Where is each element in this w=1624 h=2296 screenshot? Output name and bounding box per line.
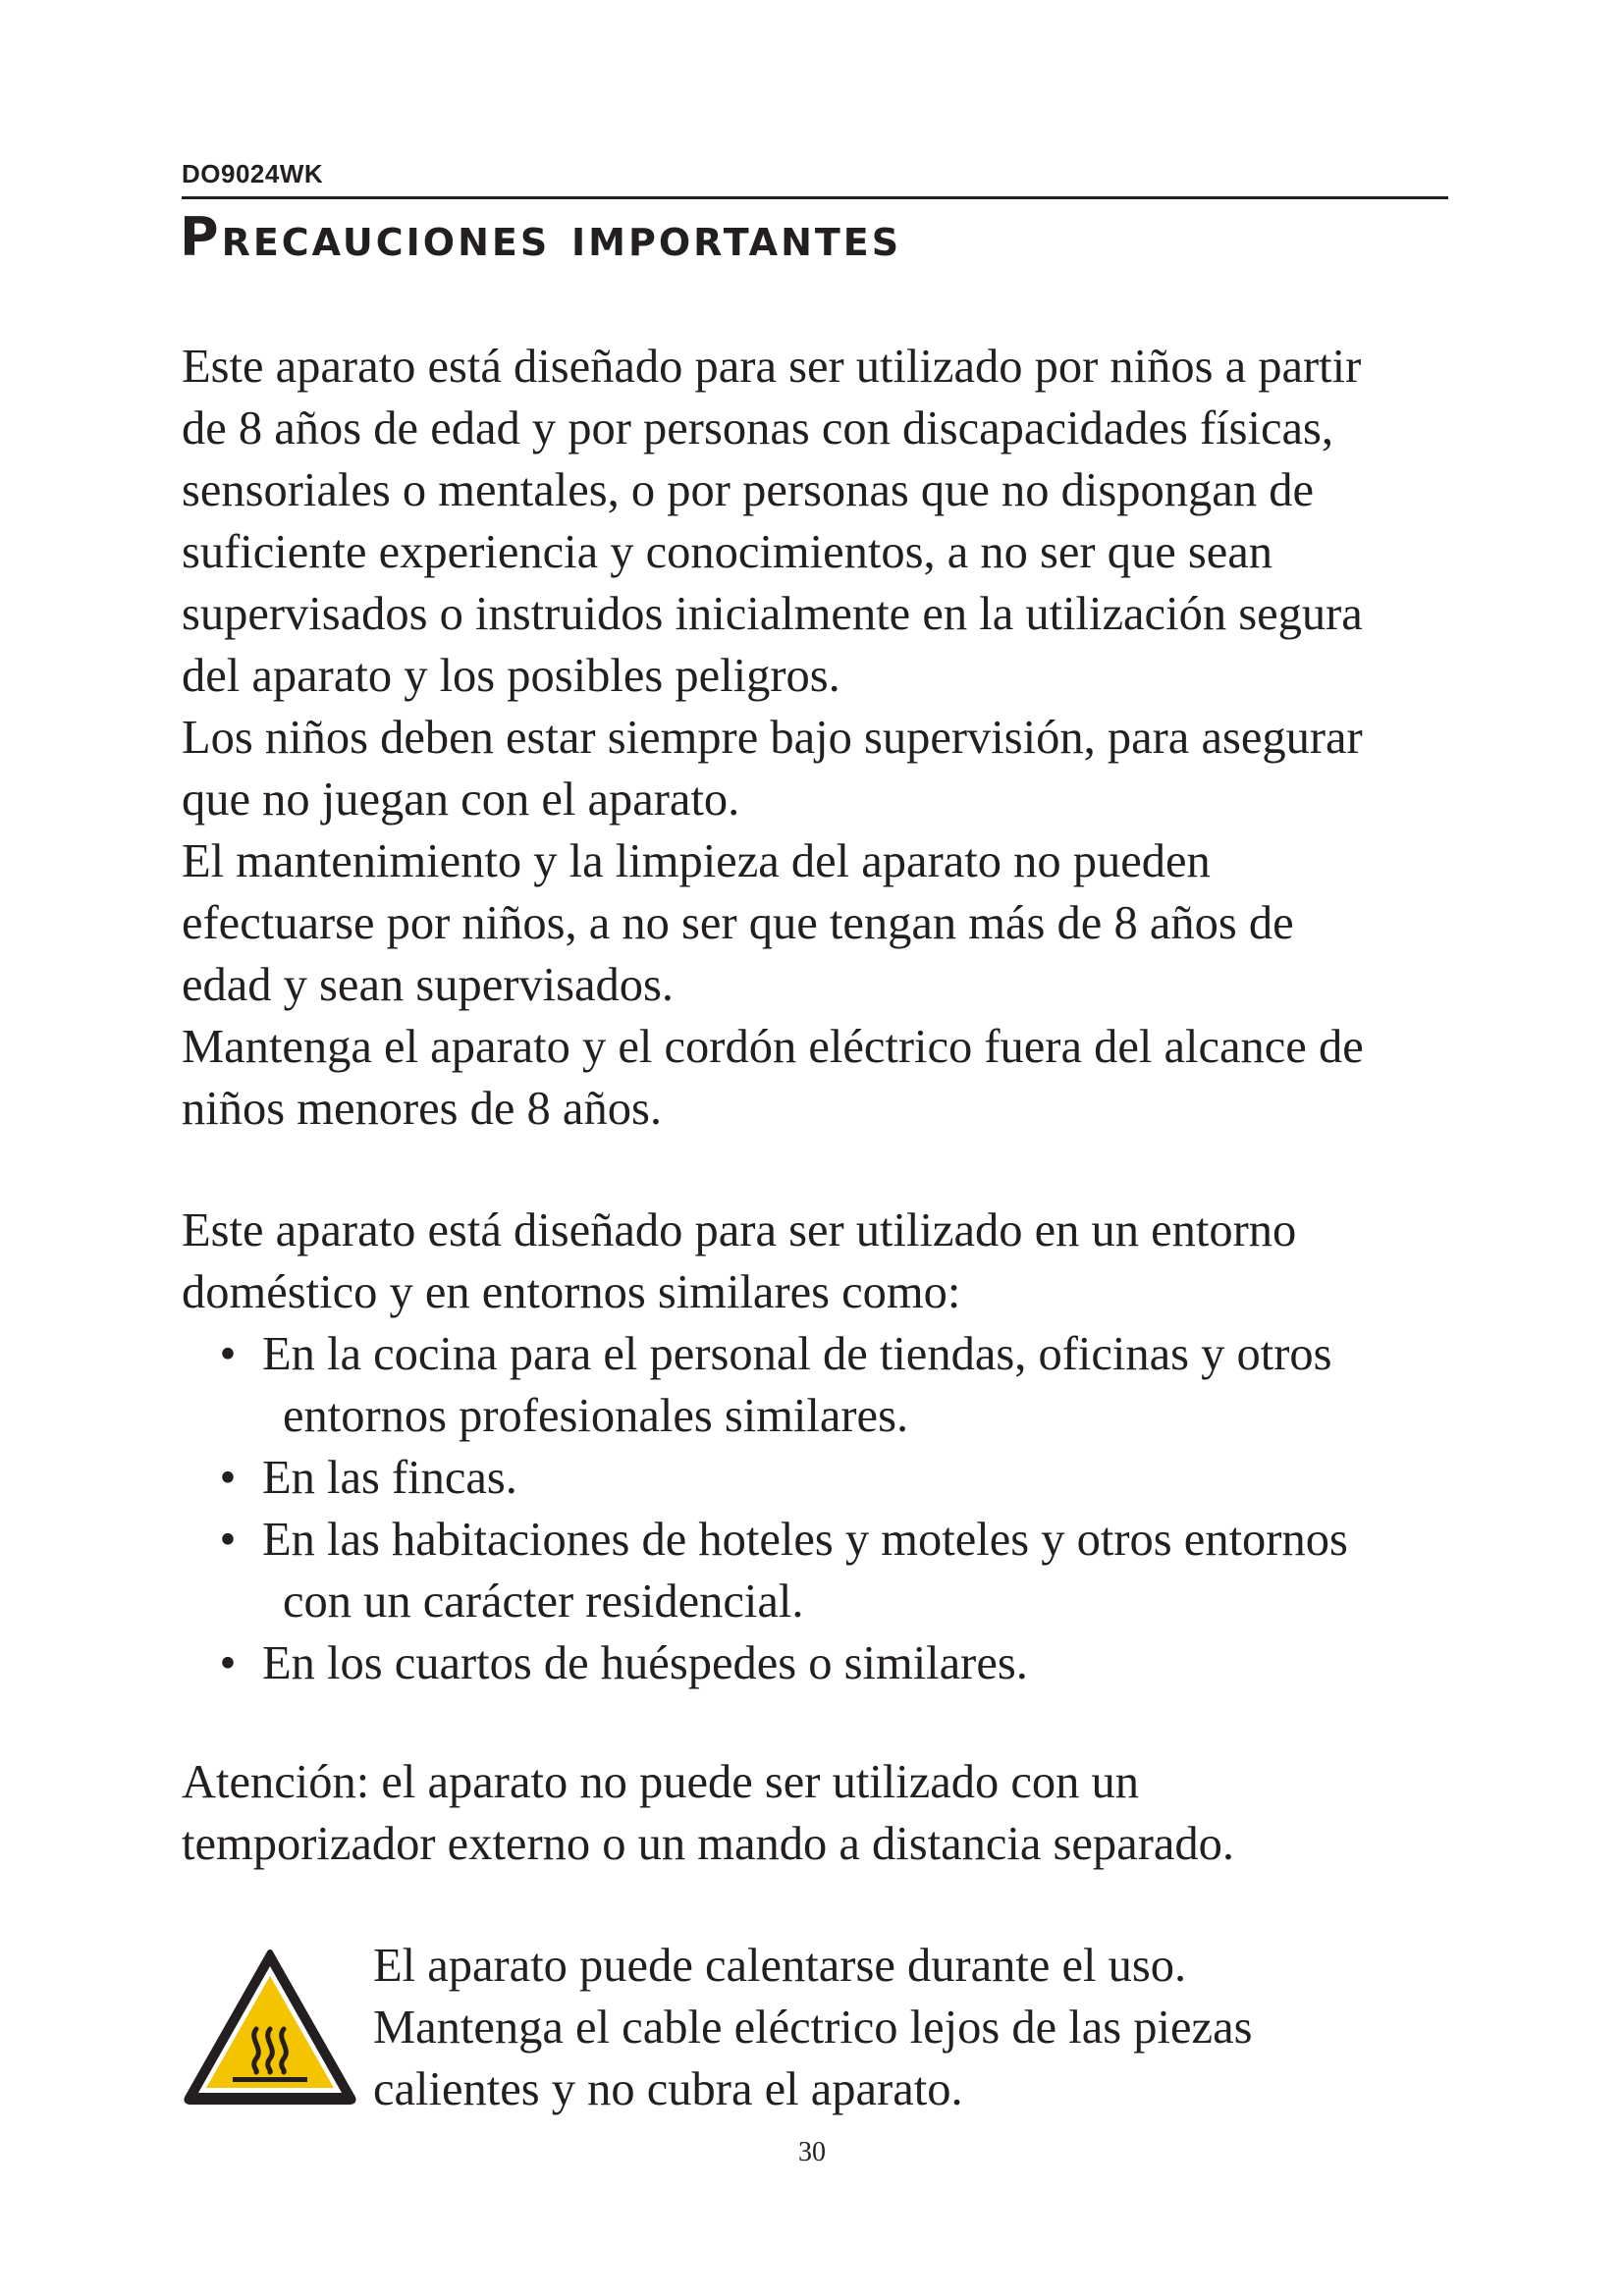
list-item-text: En las fincas.	[262, 1452, 517, 1504]
list-item	[182, 1509, 1458, 1632]
children-safety-paragraph	[182, 336, 1458, 1140]
text-line: niños menores de 8 años.	[182, 1083, 662, 1135]
text-line: supervisados o instruidos inicialmente en la utilización segura	[182, 588, 1363, 640]
text-line: de 8 años de edad y por personas con discapacidades físicas,	[182, 402, 1334, 454]
model-code: DO9024WK	[182, 159, 324, 188]
intended-use-list	[182, 1323, 1458, 1694]
text-line: Este aparato está diseñado para ser utilizado por niños a partir	[182, 341, 1362, 393]
hot-surface-warning-icon	[182, 1947, 358, 2108]
text-line: El aparato puede calentarse durante el uso.	[373, 1940, 1187, 1992]
list-item-text: En las habitaciones de hoteles y moteles y otros entornos	[262, 1514, 1348, 1566]
text-line: El mantenimiento y la limpieza del aparato no pueden	[182, 835, 1211, 887]
timer-warning-paragraph	[182, 1751, 1458, 1875]
list-item	[182, 1632, 1458, 1694]
text-line: doméstico y en entornos similares como:	[182, 1266, 961, 1318]
list-item-text: con un carácter residencial.	[283, 1575, 804, 1628]
bullet-icon: •	[219, 1514, 237, 1566]
text-line: sensoriales o mentales, o por personas que no dispongan de	[182, 464, 1314, 516]
hot-surface-warning-text	[373, 1935, 1453, 2120]
text-line: que no juegan con el aparato.	[182, 774, 740, 826]
list-item-text: entornos profesionales similares.	[283, 1390, 909, 1442]
text-line: del aparato y los posibles peligros.	[182, 650, 840, 702]
bullet-icon: •	[219, 1637, 237, 1689]
text-line: Mantenga el cable eléctrico lejos de las piezas	[373, 2002, 1253, 2054]
text-line: suficiente experiencia y conocimientos, a no ser que sean	[182, 526, 1273, 578]
list-item-text: En la cocina para el personal de tiendas, oficinas y otros	[262, 1328, 1332, 1380]
list-item	[182, 1323, 1458, 1447]
list-item-text: En los cuartos de huéspedes o similares.	[262, 1637, 1028, 1689]
text-line: Este aparato está diseñado para ser utilizado en un entorno	[182, 1204, 1297, 1256]
text-line: Mantenga el aparato y el cordón eléctrico fuera del alcance de	[182, 1021, 1364, 1073]
text-line: edad y sean supervisados.	[182, 959, 675, 1011]
header-rule	[182, 196, 1448, 199]
bullet-icon: •	[219, 1328, 237, 1380]
text-line: temporizador externo o un mando a distancia separado.	[182, 1818, 1234, 1870]
text-line: calientes y no cubra el aparato.	[373, 2063, 963, 2115]
intended-use-paragraph	[182, 1200, 1458, 1323]
list-item	[182, 1447, 1458, 1509]
text-line: Los niños deben estar siempre bajo supervisión, para asegurar	[182, 712, 1363, 764]
page-number: 30	[798, 2137, 826, 2167]
page-title: Precauciones importantes	[180, 206, 902, 268]
text-line: efectuarse por niños, a no ser que tengan más de 8 años de	[182, 897, 1294, 949]
bullet-icon: •	[219, 1452, 237, 1504]
text-line: Atención: el aparato no puede ser utilizado con un	[182, 1756, 1140, 1808]
